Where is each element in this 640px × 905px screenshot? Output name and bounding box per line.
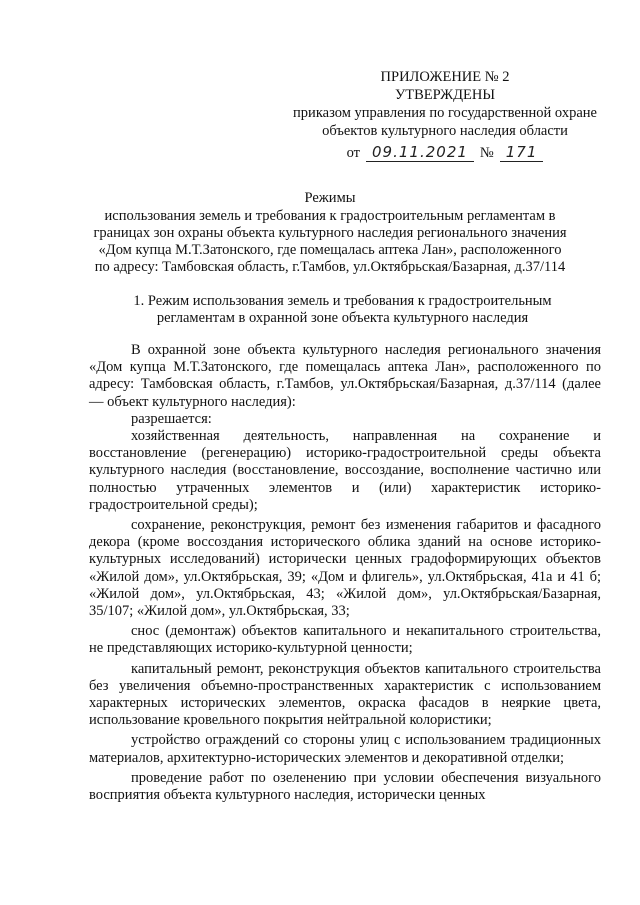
regimes-line: границах зон охраны объекта культурного наследия регионального значения	[93, 225, 567, 241]
number-label: №	[479, 145, 494, 161]
section-1-line-2: регламентам в охранной зоне объекта культурного наследия	[156, 310, 529, 326]
body-paragraph: разрешается:	[131, 410, 212, 427]
order-line-2: объектов культурного наследия области	[322, 123, 568, 139]
regimes-line: по адресу: Тамбовская область, г.Тамбов, ул.Октябрьская/Базарная, д.37/114	[94, 259, 566, 275]
order-date-row	[280, 143, 610, 162]
section-1-heading	[95, 293, 590, 327]
regimes-heading-block	[70, 190, 590, 276]
regimes-line: использования земель и требования к градостроительным регламентам в	[104, 208, 556, 224]
body-paragraph: устройство ограждений со стороны улиц с использованием традиционных материалов, архитектурно-исторических элементов и декоративной отделки;	[89, 732, 601, 766]
section-1-line-1: 1. Режим использования земель и требования к градостроительным	[133, 293, 552, 309]
document-body	[89, 342, 601, 804]
approved-heading: УТВЕРЖДЕНЫ	[394, 87, 496, 103]
body-paragraph: капитальный ремонт, реконструкция объектов капитального строительства без увеличения объемно-пространственных характеристик с использованием характерных исторических элементов, окраска фасадов в неяркие цвета, использование кровельного покрытия нейтральной колористики;	[89, 660, 601, 729]
regimes-title: Режимы	[304, 190, 356, 206]
body-paragraph: сохранение, реконструкция, ремонт без изменения габаритов и фасадного декора (кроме воссоздания исторического облика зданий на основе историко-культурных исследований) исторически ценных градоформирующих объектов «Жилой дом», ул.Октябрьская, 39; «Дом и флигель», ул.Октябрьская, 41а и 41 б; «Жилой дом», ул.Октябрьская, 43; «Жилой дом», ул.Октябрьская/Базарная, 35/107; «Жилой дом», ул.Октябрьская, 33;	[89, 517, 601, 620]
body-paragraph: В охранной зоне объекта культурного наследия регионального значения «Дом купца М.Т.Затонского, где помещалась аптека Лан», расположенного по адресу: Тамбовская область, г.Тамбов, ул.Октябрьская/Базарная, д.37/114 (далее — объект культурного наследия):	[89, 342, 601, 410]
body-paragraph: снос (демонтаж) объектов капитального и некапитального строительства, не представляющих историко-культурной ценности;	[89, 623, 601, 657]
regimes-line: «Дом купца М.Т.Затонского, где помещалась аптека Лан», расположенного	[98, 242, 562, 258]
order-number-handwritten: 171	[500, 143, 544, 162]
from-label: от	[346, 145, 361, 161]
body-paragraph: проведение работ по озеленению при условии обеспечения визуального восприятия объекта культурного наследия, исторически ценных	[89, 769, 601, 804]
approval-block	[280, 68, 610, 162]
body-paragraph: хозяйственная деятельность, направленная на сохранение и восстановление (регенерацию) историко-градостроительной среды объекта культурного наследия (восстановление, воссоздание, восполнение частично или полностью утраченных элементов и (или) характеристик историко-градостроительной среды);	[89, 428, 601, 513]
appendix-heading: ПРИЛОЖЕНИЕ № 2	[380, 69, 510, 85]
order-line-1: приказом управления по государственной охране	[293, 105, 597, 121]
order-date-handwritten: 09.11.2021	[366, 143, 474, 162]
